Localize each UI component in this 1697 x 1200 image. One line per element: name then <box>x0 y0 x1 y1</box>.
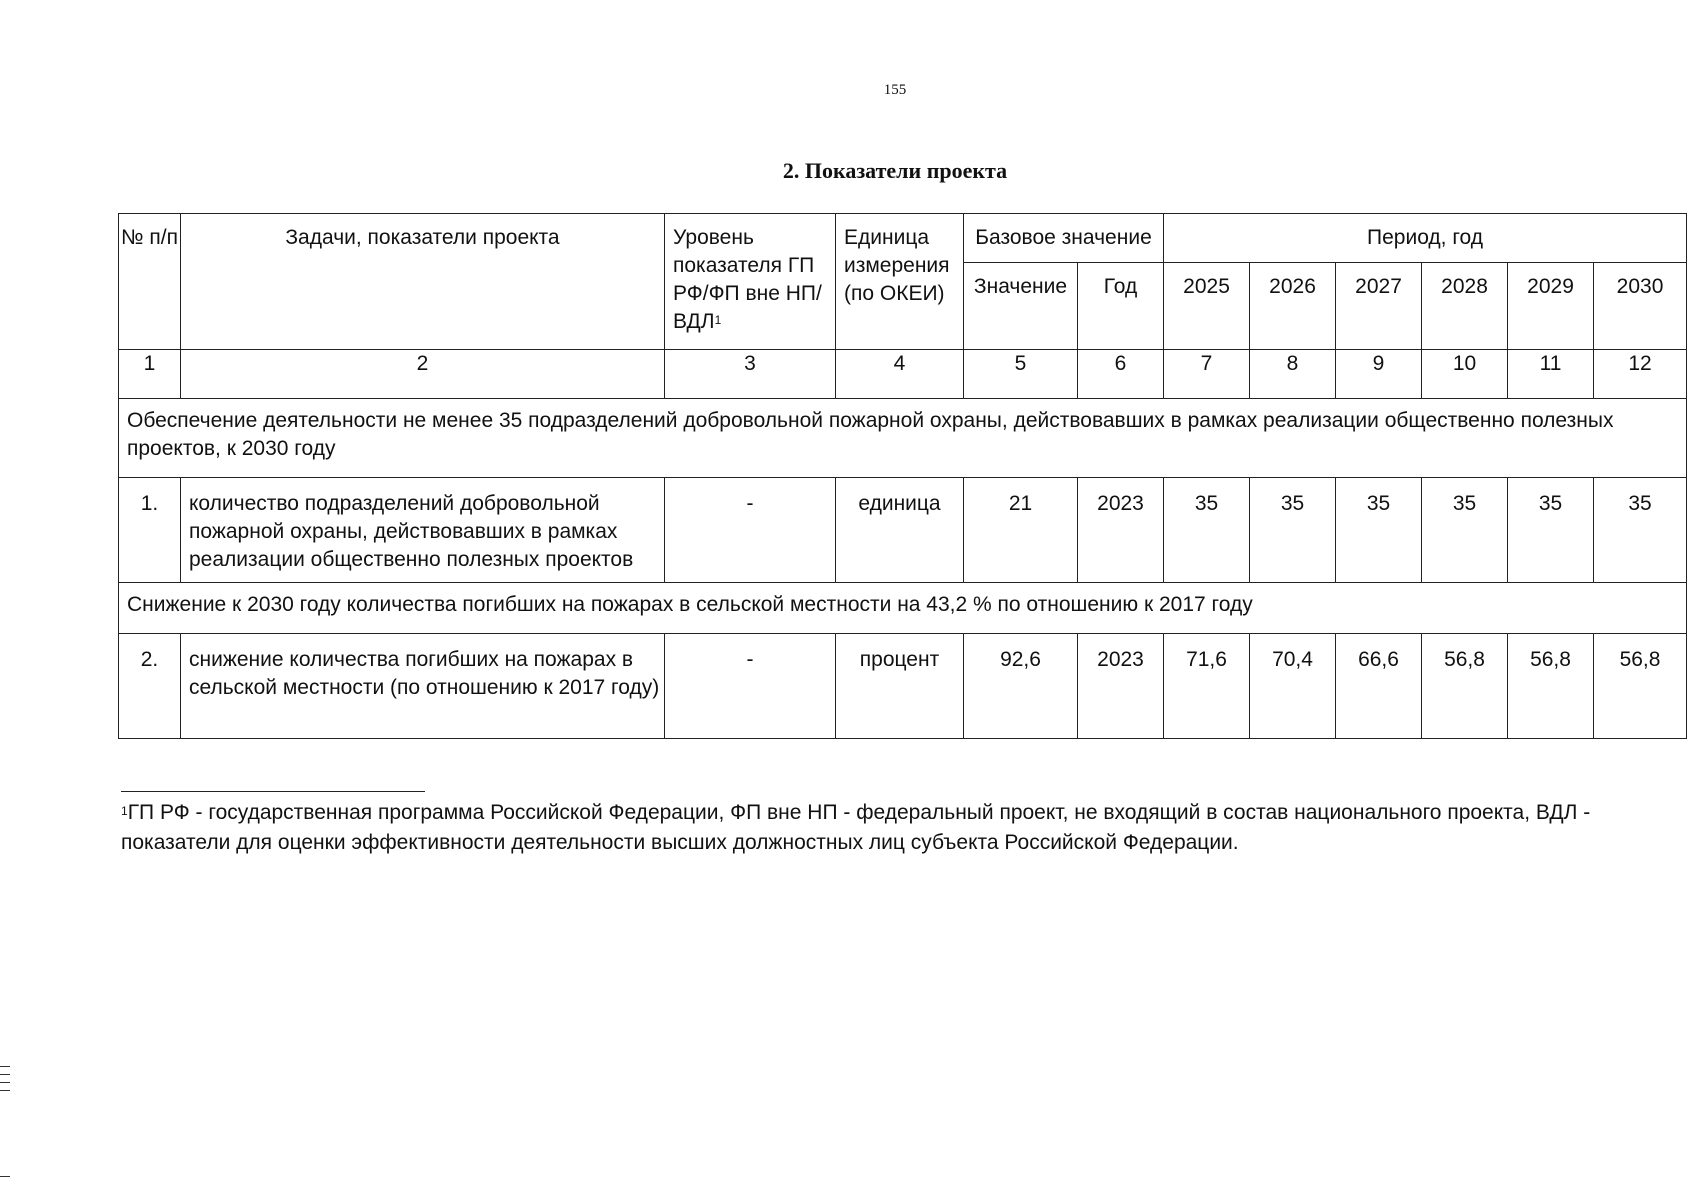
row-num: 2. <box>119 634 181 739</box>
footnote <box>121 798 1681 858</box>
year-value: 35 <box>1336 478 1422 583</box>
section-title: 2. Показатели проекта <box>782 158 1008 183</box>
year-value: 35 <box>1250 478 1336 583</box>
column-number: 5 <box>964 350 1078 399</box>
header-year: 2027 <box>1336 263 1422 350</box>
header-tasks: Задачи, показатели проекта <box>181 214 665 350</box>
column-numbers-row <box>119 350 1687 399</box>
column-number: 12 <box>1594 350 1687 399</box>
indicator-level: - <box>665 478 836 583</box>
column-number: 10 <box>1422 350 1508 399</box>
footnote-ref: 1 <box>714 313 722 327</box>
column-number: 1 <box>119 350 181 399</box>
column-number: 6 <box>1078 350 1164 399</box>
footnote-text: ГП РФ - государственная программа Российской Федерации, ФП вне НП - федеральный проект, не входящий в состав национального проекта, ВДЛ - показатели для оценки эффективности деятельности высших должностных лиц субъекта Российской Федерации. <box>121 801 1591 854</box>
table-row <box>119 478 1687 583</box>
year-value: 56,8 <box>1594 634 1687 739</box>
header-year: 2026 <box>1250 263 1336 350</box>
task-row <box>119 583 1687 634</box>
header-period: Период, год <box>1164 214 1687 263</box>
indicators-table <box>118 213 1687 739</box>
year-value: 35 <box>1508 478 1594 583</box>
base-value: 92,6 <box>964 634 1078 739</box>
header-year: 2029 <box>1508 263 1594 350</box>
header-base-value: Значение <box>964 263 1078 350</box>
header-level-text: Уровень показателя ГП РФ/ФП вне НП/ВДЛ <box>673 226 822 333</box>
column-number: 3 <box>665 350 836 399</box>
task-row <box>119 399 1687 478</box>
year-value: 71,6 <box>1164 634 1250 739</box>
margin-mark <box>0 1074 10 1075</box>
column-number: 8 <box>1250 350 1336 399</box>
indicator-unit: единица <box>836 478 964 583</box>
column-number: 2 <box>181 350 665 399</box>
year-value: 56,8 <box>1422 634 1508 739</box>
row-num: 1. <box>119 478 181 583</box>
year-value: 35 <box>1422 478 1508 583</box>
margin-mark <box>0 1176 10 1177</box>
footnote-divider <box>121 791 425 792</box>
header-level <box>665 214 836 350</box>
base-value: 21 <box>964 478 1078 583</box>
column-number: 4 <box>836 350 964 399</box>
header-unit: Единица измерения (по ОКЕИ) <box>836 214 964 350</box>
header-row-1 <box>119 214 1687 263</box>
margin-mark <box>0 1082 10 1083</box>
margin-mark <box>0 1066 10 1067</box>
year-value: 70,4 <box>1250 634 1336 739</box>
year-value: 66,6 <box>1336 634 1422 739</box>
year-value: 35 <box>1594 478 1687 583</box>
page-number: 155 <box>883 82 907 98</box>
header-year: 2028 <box>1422 263 1508 350</box>
header-base: Базовое значение <box>964 214 1164 263</box>
header-num: № п/п <box>119 214 181 350</box>
header-year: 2025 <box>1164 263 1250 350</box>
header-base-year: Год <box>1078 263 1164 350</box>
indicator-level: - <box>665 634 836 739</box>
year-value: 35 <box>1164 478 1250 583</box>
base-year: 2023 <box>1078 634 1164 739</box>
task-text: Обеспечение деятельности не менее 35 подразделений добровольной пожарной охраны, действовавших в рамках реализации общественно полезных проектов, к 2030 году <box>119 399 1687 478</box>
task-text: Снижение к 2030 году количества погибших на пожарах в сельской местности на 43,2 % по отношению к 2017 году <box>119 583 1687 634</box>
margin-mark <box>0 1090 10 1091</box>
footnote-marker: 1 <box>121 804 128 818</box>
table-row <box>119 634 1687 739</box>
indicator-name: количество подразделений добровольной пожарной охраны, действовавших в рамках реализации общественно полезных проектов <box>181 478 665 583</box>
indicator-name: снижение количества погибших на пожарах в сельской местности (по отношению к 2017 году) <box>181 634 665 739</box>
column-number: 11 <box>1508 350 1594 399</box>
column-number: 9 <box>1336 350 1422 399</box>
header-year: 2030 <box>1594 263 1687 350</box>
year-value: 56,8 <box>1508 634 1594 739</box>
indicator-unit: процент <box>836 634 964 739</box>
column-number: 7 <box>1164 350 1250 399</box>
base-year: 2023 <box>1078 478 1164 583</box>
